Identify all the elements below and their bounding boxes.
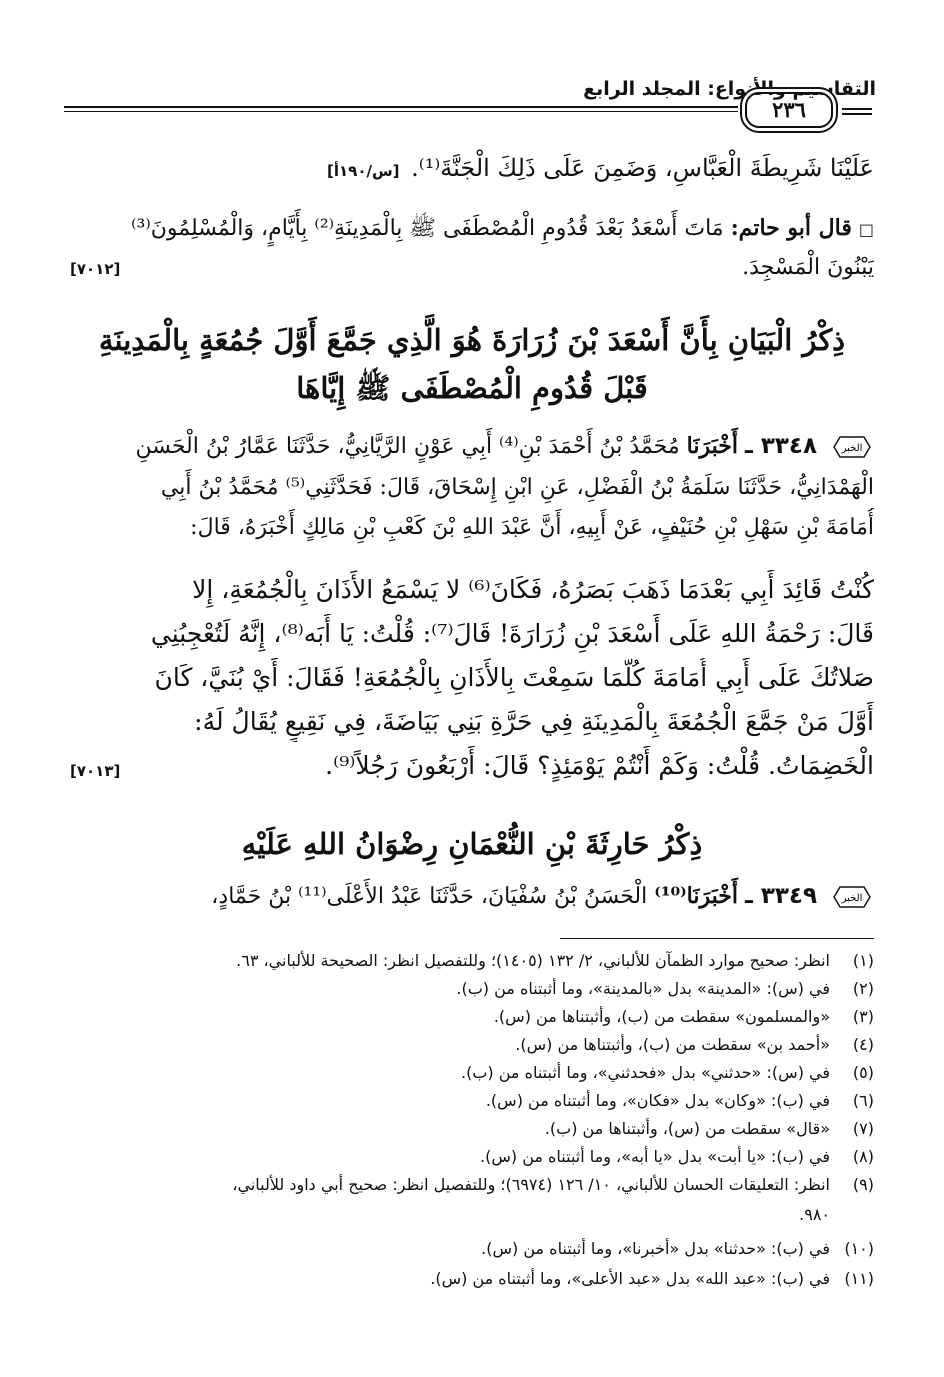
hadith-3349-text-1: الْحَسَنُ بْنُ سُفْيَانَ، حَدَّثَنَا عَبْدُ الأَعْلَى⁽¹¹⁾ بْنُ حَمَّادٍ، [211,884,648,909]
hadith-number-3348: ٣٣٤٨ ـ [744,433,817,459]
text-line-2 [70,208,874,250]
footnote-text: في (ب): «يا أبت» بدل «يا أبه»، وما أثبتناه من (س). [480,1147,830,1166]
footnote [70,1202,874,1228]
footnote-text: في (س): «المدينة» بدل «بالمدينة»، وما أثبتناه من (ب). [456,979,830,998]
footnote-text: «والمسلمون» سقطت من (ب)، وأثبتناها من (س). [493,1007,830,1026]
footnote [70,1266,874,1292]
running-title: التقاسيم والأنواع: المجلد الرابع [583,78,876,100]
square-marker-icon: □ [858,220,874,239]
footnote-number: (١١) [844,1269,874,1288]
footnote-text: انظر: التعليقات الحسان للألباني، ١٠/ ١٢٦ (٦٩٧٤)؛ وللتفصيل انظر: صحيح أبي داود للألباني، [232,1175,830,1194]
footnote [70,1236,874,1262]
footnote-number: (٢) [852,979,874,998]
matn-text-4: أَوَّلَ مَنْ جَمَّعَ الْجُمُعَةَ بِالْمَدِينَةِ فِي حَرَّةِ بَنِي بَيَاضَةَ، فِي نَقِيعٍ يُقَالُ لَهُ: [194,707,874,736]
header-rule-right [842,108,872,110]
text-line-1-content: عَلَيْنَا شَرِيطَةَ الْعَبَّاسِ، وَضَمِنَ عَلَى ذَلِكَ الْجَنَّةَ⁽¹⁾. [411,154,874,182]
hadith-3348-text-3: أُمَامَةَ بْنِ سَهْلِ بْنِ حُنَيْفٍ، عَنْ أَبِيهِ، أَنَّ عَبْدَ اللهِ بْنَ كَعْبِ بْنِ مَالِكٍ أَخْبَرَهُ، قَالَ: [190,515,874,540]
footnote-text: في (ب): «وكان» بدل «فكان»، وما أثبتناه من (س). [485,1091,830,1110]
footnote [70,1144,874,1170]
footnote-rule [560,938,874,939]
footnote [70,1032,874,1058]
header-rule [64,106,738,108]
hadith-3349-line-1 [70,876,874,917]
manuscript-ref: [س/١٩٠أ] [327,162,400,180]
matn-line-5 [70,746,874,786]
section-heading-2: ذِكْرُ حَارِثَةَ بْنِ النُّعْمَانِ رِضْوَانُ اللهِ عَلَيْهِ [241,827,703,861]
matn-text-2: قَالَ: رَحْمَةُ اللهِ عَلَى أَسْعَدَ بْنِ زُرَارَةَ! قَالَ⁽⁷⁾: قُلْتُ: يَا أَبَه⁽⁸⁾، إِنَّهُ لَتُعْجِبُنِي [150,619,874,648]
hadith-ref-7013: [٧٠١٣] [70,762,121,780]
footnote-number: (٩) [852,1175,874,1194]
matn-line-2 [70,614,874,654]
khabar-badge-label: الخبر [841,443,863,454]
footnote-number: (١٠) [844,1239,874,1258]
hadith-3348-text-1: مُحَمَّدُ بْنُ أَحْمَدَ بْنِ⁽⁴⁾ أَبِي عَوْنٍ الرَّيَّانِيُّ، حَدَّثَنَا عَمَّارُ بْنُ الْحَسَنِ [135,434,680,459]
header-rule-right-2 [842,113,872,115]
footnote [70,1060,874,1086]
footnote-text: في (س): «حدثني» بدل «فحدثني»، وما أثبتناه من (ب). [461,1063,830,1082]
footnote [70,1004,874,1030]
matn-line-4 [70,702,874,742]
section-heading-1b: قَبْلَ قُدُومِ الْمُصْطَفَى ﷺ إِيَّاهَا [296,371,648,405]
hadith-3348-line-2 [70,468,874,508]
footnote [70,1116,874,1142]
hadith-3348-text-2: الْهَمْدَانِيُّ، حَدَّثَنَا سَلَمَةُ بْنُ الْفَضْلِ، عَنِ ابْنِ إِسْحَاقَ، قَالَ: فَحَدَّثَنِي⁽⁵⁾ مُحَمَّدُ بْنُ أَبِي [160,475,874,500]
footnote-number: (٥) [852,1063,874,1082]
footnote [70,976,874,1002]
footnote-number: (٧) [852,1119,874,1138]
matn-line-1 [70,570,874,610]
matn-text-3: صَلاتُكَ عَلَى أَبِي أُمَامَةَ كُلَّمَا سَمِعْتَ بِالأَذَانِ بِالْجُمُعَةِ! فَقَالَ: أَيْ بُنَيَّ، كَانَ [154,663,874,692]
hadith-ref-7012: [٧٠١٢] [70,260,121,278]
text-line-3 [70,248,874,288]
text-line-2-content: مَاتَ أَسْعَدُ بَعْدَ قُدُومِ الْمُصْطَفَى ﷺ بِالْمَدِينَةِ⁽²⁾ بِأَيَّامٍ، وَالْمُسْلِمُونَ⁽³⁾ [131,216,724,241]
footnote-number: (١) [852,951,874,970]
page-number: ٢٣٦ [745,92,833,128]
footnote-number: (٨) [852,1147,874,1166]
text-line-3-content: يَبْنُونَ الْمَسْجِدَ. [742,255,874,280]
khabar-badge-icon [830,434,874,460]
akhbarana-label: أَخْبَرَنَا [686,433,738,459]
footnote-number: (٦) [852,1091,874,1110]
footnote-text: انظر: صحيح موارد الظمآن للألباني، ٢/ ١٣٢ (١٤٠٥)؛ وللتفصيل انظر: الصحيحة للألباني، ٦٣. [236,951,830,970]
khabar-badge-icon [830,884,874,910]
matn-text-1: كُنْتُ قَائِدَ أَبِي بَعْدَمَا ذَهَبَ بَصَرُهُ، فَكَانَ⁽⁶⁾ لا يَسْمَعُ الأَذَانَ بِالْجُمُعَةِ، إِلا [192,575,874,604]
footnote-text: «أحمد بن» سقطت من (ب)، وأثبتناها من (س). [515,1035,830,1054]
footnote-number: (٣) [852,1007,874,1026]
text-line-1 [70,148,874,191]
footnote-text: ٩٨٠. [799,1205,830,1224]
header-rule-thin [64,111,738,112]
matn-line-3 [70,658,874,698]
footnote-text: في (ب): «حدثنا» بدل «أخبرنا»، وما أثبتناه من (س). [481,1239,830,1258]
akhbarana-label: أَخْبَرَنَا⁽¹⁰⁾ [654,883,738,909]
hadith-number-3349: ٣٣٤٩ ـ [744,883,817,909]
footnote [70,948,874,974]
speaker-label: قال أبو حاتم: [730,215,852,241]
matn-text-5: الْخَضِمَاتُ. قُلْتُ: وَكَمْ أَنْتُمْ يَوْمَئِذٍ؟ قَالَ: أَرْبَعُونَ رَجُلاً⁽⁹⁾. [325,751,874,780]
hadith-3348-line-3 [70,508,874,548]
khabar-badge-label: الخبر [841,893,863,904]
footnote [70,1172,874,1198]
footnote-number: (٤) [852,1035,874,1054]
footnote [70,1088,874,1114]
footnote-text: في (ب): «عبد الله» بدل «عبد الأعلى»، وما أثبتناه من (س). [430,1269,830,1288]
footnote-text: «قال» سقطت من (س)، وأثبتناها من (ب). [544,1119,830,1138]
section-heading-1a: ذِكْرُ الْبَيَانِ بِأَنَّ أَسْعَدَ بْنَ زُرَارَةَ هُوَ الَّذِي جَمَّعَ أَوَّلَ جُمُعَةٍ بِالْمَدِينَةِ [98,323,846,357]
hadith-3348-line-1 [70,426,874,467]
